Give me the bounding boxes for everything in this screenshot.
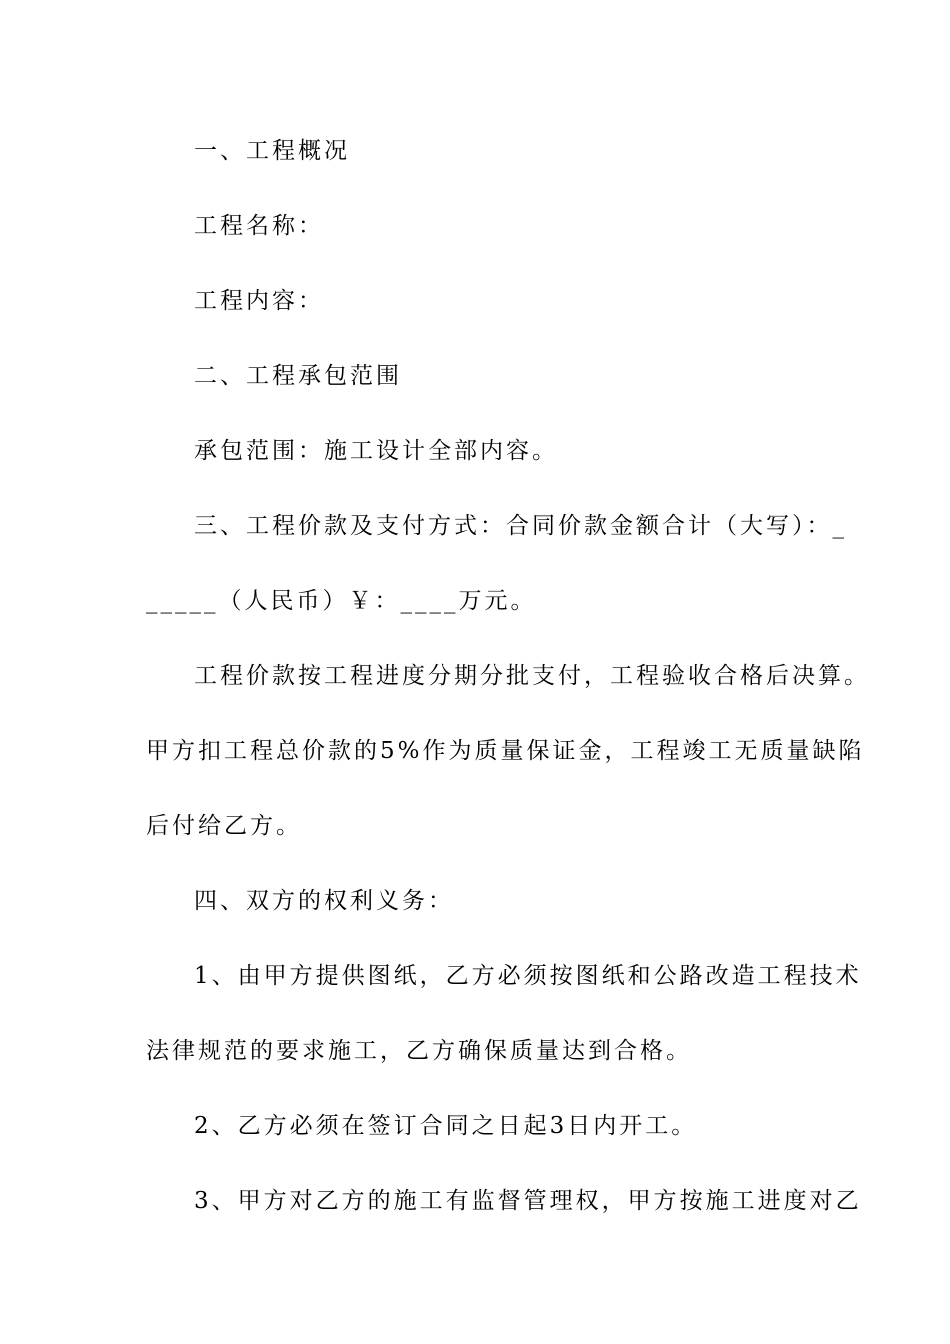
- clause-1-line-1: 1、由甲方提供图纸，乙方必须按图纸和公路改造工程技术: [194, 963, 862, 989]
- clause-3-line-1: 3、甲方对乙方的施工有监督管理权，甲方按施工进度对乙: [194, 1188, 862, 1214]
- clause-1-line-2: 法律规范的要求施工，乙方确保质量达到合格。: [146, 1038, 692, 1064]
- payment-terms-line-2: 甲方扣工程总价款的5%作为质量保证金，工程竣工无质量缺陷: [146, 738, 865, 764]
- section-heading-price: 三、工程价款及支付方式：合同价款金额合计（大写）：_: [194, 513, 847, 539]
- payment-terms-line-3: 后付给乙方。: [146, 813, 302, 839]
- clause-2: 2、乙方必须在签订合同之日起3日内开工。: [194, 1113, 698, 1139]
- payment-terms-line-1: 工程价款按工程进度分期分批支付，工程验收合格后决算。: [194, 663, 870, 689]
- section-heading-rights: 四、双方的权利义务：: [194, 888, 454, 914]
- scope-text: 承包范围：施工设计全部内容。: [194, 438, 558, 464]
- section-heading-scope: 二、工程承包范围: [194, 363, 402, 389]
- project-name-field: 工程名称：: [194, 213, 324, 239]
- section-heading-overview: 一、工程概况: [194, 138, 350, 164]
- project-content-field: 工程内容：: [194, 288, 324, 314]
- price-amount-line: _____（人民币）￥：____万元。: [146, 588, 537, 614]
